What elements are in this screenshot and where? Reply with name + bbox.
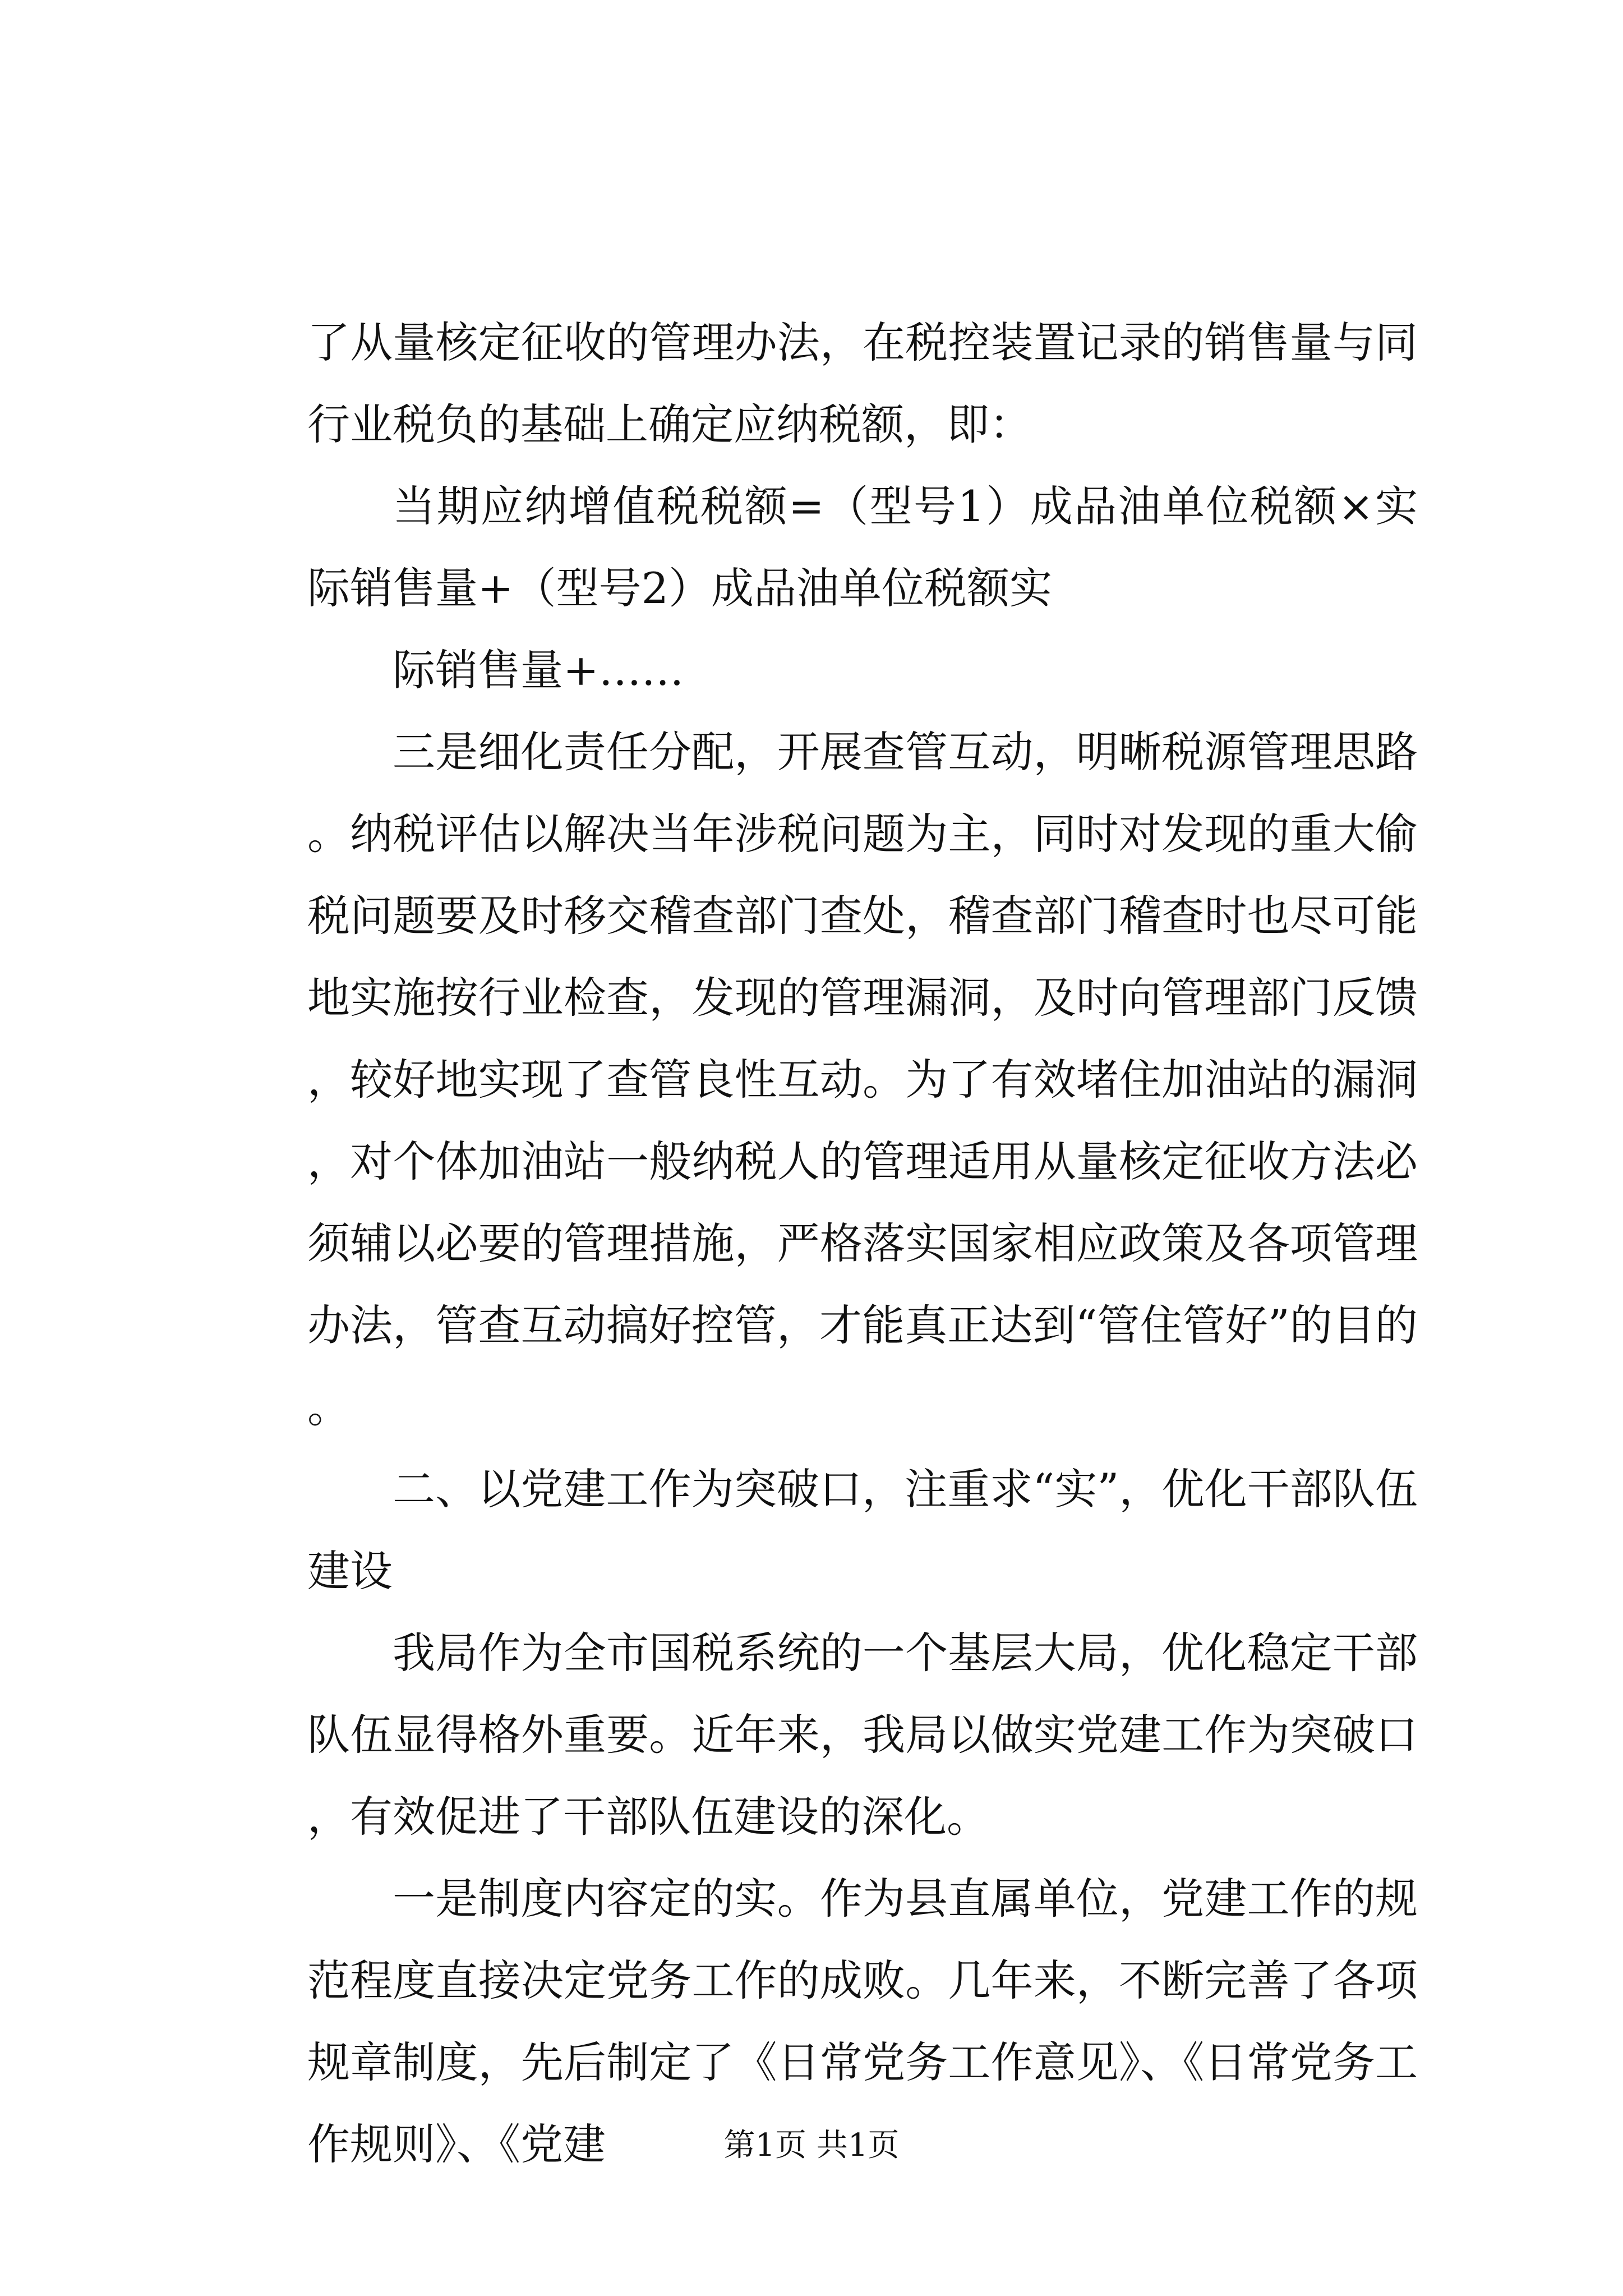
- paragraph-3: 际销售量+……: [393, 645, 684, 695]
- page-footer: 第1页 共1页: [723, 2127, 900, 2164]
- paragraph-4: 三是细化责任分配，开展查管互动，明晰税源管理思路。纳税评估以解决当年涉税问题为主，同时对发现的重大偷税问题要及时移交稽查部门查处，稽查部门稽查时也尽可能地实施按行业检查，发现的管理漏洞，及时向管理部门反馈，较好地实现了查管良性互动。为了有效堵住加油站的漏洞，对个体加油站一般纳税人的管理适用从量核定征收方法必须辅以必要的管理措施，严格落实国家相应政策及各项管理办法，管查互动搞好控管，才能真正达到“管住管好”的目的。: [307, 727, 1418, 1432]
- paragraph-7: 一是制度内容定的实。作为县直属单位，党建工作的规范程度直接决定党务工作的成败。几年来，不断完善了各项规章制度，先后制定了《日常党务工作意见》、《日常党务工作规则》、《党建: [307, 1874, 1418, 2169]
- document-body: [307, 302, 1418, 2185]
- paragraph-2: 当期应纳增值税税额=（型号1）成品油单位税额×实际销售量+（型号2）成品油单位税额实: [307, 481, 1418, 613]
- paragraph-5-heading: 二、以党建工作为突破口，注重求“实”，优化干部队伍建设: [307, 1464, 1418, 1596]
- paragraph-6: 我局作为全市国税系统的一个基层大局，优化稳定干部队伍显得格外重要。近年来，我局以做实党建工作为突破口，有效促进了干部队伍建设的深化。: [307, 1628, 1418, 1842]
- paragraph-1: 了从量核定征收的管理办法，在税控装置记录的销售量与同行业税负的基础上确定应纳税额，即：: [307, 318, 1418, 449]
